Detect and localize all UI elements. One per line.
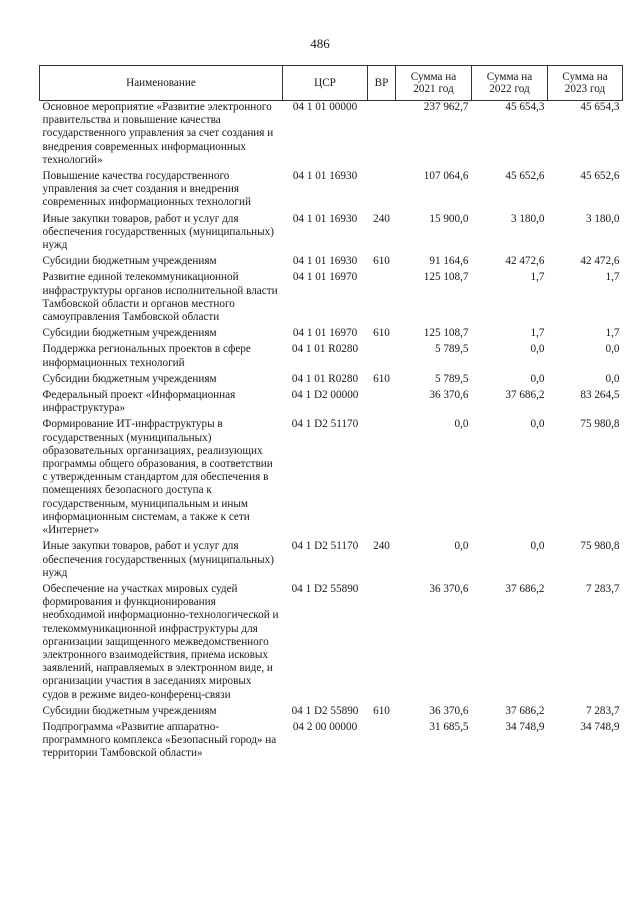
row-sum-2021: 237 962,7 <box>423 101 469 113</box>
header-sum-2021: Сумма на 2021 год <box>396 66 472 101</box>
row-sum-2023: 3 180,0 <box>585 212 620 225</box>
row-sum-2021: 125 108,7 <box>423 327 469 340</box>
row-sum-2021: 107 064,6 <box>423 170 469 183</box>
row-sum-2023: 7 283,7 <box>585 582 620 595</box>
row-csr: 04 1 D2 55890 <box>291 582 359 595</box>
row-sum-2021: 0,0 <box>454 418 469 431</box>
row-sum-2023: 1,7 <box>605 327 620 340</box>
row-sum-2021: 5 789,5 <box>434 343 469 356</box>
row-vr: 610 <box>373 704 390 717</box>
row-name: Субсидии бюджетным учреждениям <box>42 255 217 268</box>
row-csr: 04 1 01 16930 <box>292 255 358 268</box>
row-sum-2023: 45 652,6 <box>580 170 620 183</box>
row-vr: 240 <box>373 212 390 225</box>
row-sum-2021: 36 370,6 <box>429 389 469 402</box>
row-vr <box>368 271 396 327</box>
row-vr: 610 <box>373 255 390 268</box>
table-body <box>40 101 623 764</box>
header-sum-2023: Сумма на 2023 год <box>548 66 623 101</box>
row-vr <box>368 583 396 705</box>
row-sum-2022: 0,0 <box>530 343 545 356</box>
row-sum-2021: 36 370,6 <box>429 704 469 717</box>
row-name: Поддержка региональных проектов в сфере информационных технологий <box>42 343 251 369</box>
header-csr: ЦСР <box>283 66 368 101</box>
table-row <box>40 583 623 705</box>
row-sum-2022: 42 472,6 <box>505 255 545 268</box>
row-sum-2023: 0,0 <box>605 343 620 356</box>
table-row <box>40 170 623 213</box>
row-csr: 04 1 01 16930 <box>292 170 358 183</box>
row-name: Федеральный проект «Информационная инфраструктура» <box>42 389 236 415</box>
row-name: Повышение качества государственного управления за счет создания и внедрения современных информационных технологий <box>42 170 251 209</box>
table-row <box>40 255 623 271</box>
row-sum-2023: 83 264,5 <box>580 389 620 402</box>
row-csr: 04 1 01 16970 <box>292 271 358 284</box>
row-csr: 04 1 01 16930 <box>292 212 358 225</box>
row-vr <box>368 101 396 171</box>
header-sum-2022: Сумма на 2022 год <box>472 66 548 101</box>
row-sum-2022: 1,7 <box>530 271 545 284</box>
row-sum-2023: 1,7 <box>605 271 620 284</box>
row-csr: 04 1 D2 55890 <box>291 704 359 717</box>
row-sum-2023: 7 283,7 <box>585 704 620 717</box>
table-row <box>40 705 623 721</box>
page-number: 486 <box>310 36 330 51</box>
row-sum-2022: 3 180,0 <box>510 212 545 225</box>
row-sum-2021: 36 370,6 <box>429 582 469 595</box>
table-row <box>40 373 623 389</box>
row-sum-2023: 34 748,9 <box>580 720 620 733</box>
row-name: Субсидии бюджетным учреждениям <box>42 327 217 340</box>
row-vr <box>368 418 396 540</box>
row-vr <box>368 343 396 372</box>
row-sum-2023: 45 654,3 <box>580 101 620 113</box>
row-vr: 240 <box>373 540 390 553</box>
row-name: Формирование ИТ-инфраструктуры в государственных (муниципальных) образовательных организациях, реализующих программы общего образования, в соответствии с утвержденным стандартом для обеспечения в помещениях безопасного доступа к государственным, муниципальным и иным информационным системам, а также к сети «Интернет» <box>42 418 273 537</box>
row-sum-2023: 42 472,6 <box>580 255 620 268</box>
row-vr: 610 <box>373 372 390 385</box>
row-sum-2022: 1,7 <box>530 327 545 340</box>
table-row <box>40 721 623 764</box>
row-csr: 04 1 01 R0280 <box>291 372 359 385</box>
row-name: Основное мероприятие «Развитие электронного правительства и повышение качества государственного управления за счет создания и внедрения современных информационных технологий» <box>42 101 274 166</box>
row-csr: 04 2 00 00000 <box>292 720 358 733</box>
budget-table <box>39 65 623 764</box>
row-csr: 04 1 D2 51170 <box>291 540 359 553</box>
row-sum-2021: 5 789,5 <box>434 372 469 385</box>
row-csr: 04 1 01 R0280 <box>291 343 359 356</box>
row-sum-2021: 15 900,0 <box>429 212 469 225</box>
header-vr: ВР <box>368 66 396 101</box>
row-sum-2021: 31 685,5 <box>429 720 469 733</box>
row-name: Субсидии бюджетным учреждениям <box>42 372 217 385</box>
row-vr <box>368 721 396 764</box>
row-sum-2022: 45 654,3 <box>505 101 545 113</box>
row-name: Иные закупки товаров, работ и услуг для обеспечения государственных (муниципальных) нужд <box>42 540 274 579</box>
table-row <box>40 327 623 343</box>
row-sum-2022: 37 686,2 <box>505 582 545 595</box>
table-row <box>40 343 623 372</box>
row-sum-2022: 0,0 <box>530 540 545 553</box>
row-name: Субсидии бюджетным учреждениям <box>42 704 217 717</box>
row-name: Иные закупки товаров, работ и услуг для обеспечения государственных (муниципальных) нужд <box>42 212 274 252</box>
row-vr <box>368 389 396 418</box>
row-sum-2021: 0,0 <box>454 540 469 553</box>
row-csr: 04 1 D2 51170 <box>291 418 359 431</box>
row-name: Обеспечение на участках мировых судей формирования и функционирования необходимой информационно-технологической и телекоммуникационной инфраструктуры для организации защищенного межведомственного электронного взаимодействия, приема исковых заявлений, направляемых в электронном виде, и организации участия в заседаниях мировых судов в режиме видео-конференц-связи <box>42 582 279 701</box>
table-row <box>40 213 623 256</box>
row-sum-2023: 0,0 <box>605 372 620 385</box>
row-vr: 610 <box>373 327 390 340</box>
table-row <box>40 540 623 583</box>
row-sum-2022: 45 652,6 <box>505 170 545 183</box>
row-sum-2021: 125 108,7 <box>423 271 469 284</box>
row-sum-2022: 37 686,2 <box>505 704 545 717</box>
row-csr: 04 1 01 00000 <box>292 101 358 113</box>
table-header-row <box>40 66 623 101</box>
row-sum-2022: 0,0 <box>530 418 545 431</box>
header-name: Наименование <box>40 66 283 101</box>
row-sum-2023: 75 980,8 <box>580 418 620 431</box>
row-sum-2021: 91 164,6 <box>429 255 469 268</box>
row-csr: 04 1 D2 00000 <box>291 389 359 402</box>
row-name: Развитие единой телекоммуникационной инфраструктуры органов исполнительной власти Тамбовской области и органов местного самоуправления Тамбовской области <box>42 271 278 324</box>
row-sum-2022: 0,0 <box>530 372 545 385</box>
row-vr <box>368 170 396 213</box>
row-csr: 04 1 01 16970 <box>292 327 358 340</box>
row-sum-2022: 34 748,9 <box>505 720 545 733</box>
table-row <box>40 271 623 327</box>
table-row <box>40 418 623 540</box>
table-row <box>40 101 623 171</box>
row-sum-2022: 37 686,2 <box>505 389 545 402</box>
row-sum-2023: 75 980,8 <box>580 540 620 553</box>
row-name: Подпрограмма «Развитие аппаратно-программного комплекса «Безопасный город» на территории Тамбовской области» <box>42 720 277 760</box>
table-row <box>40 389 623 418</box>
